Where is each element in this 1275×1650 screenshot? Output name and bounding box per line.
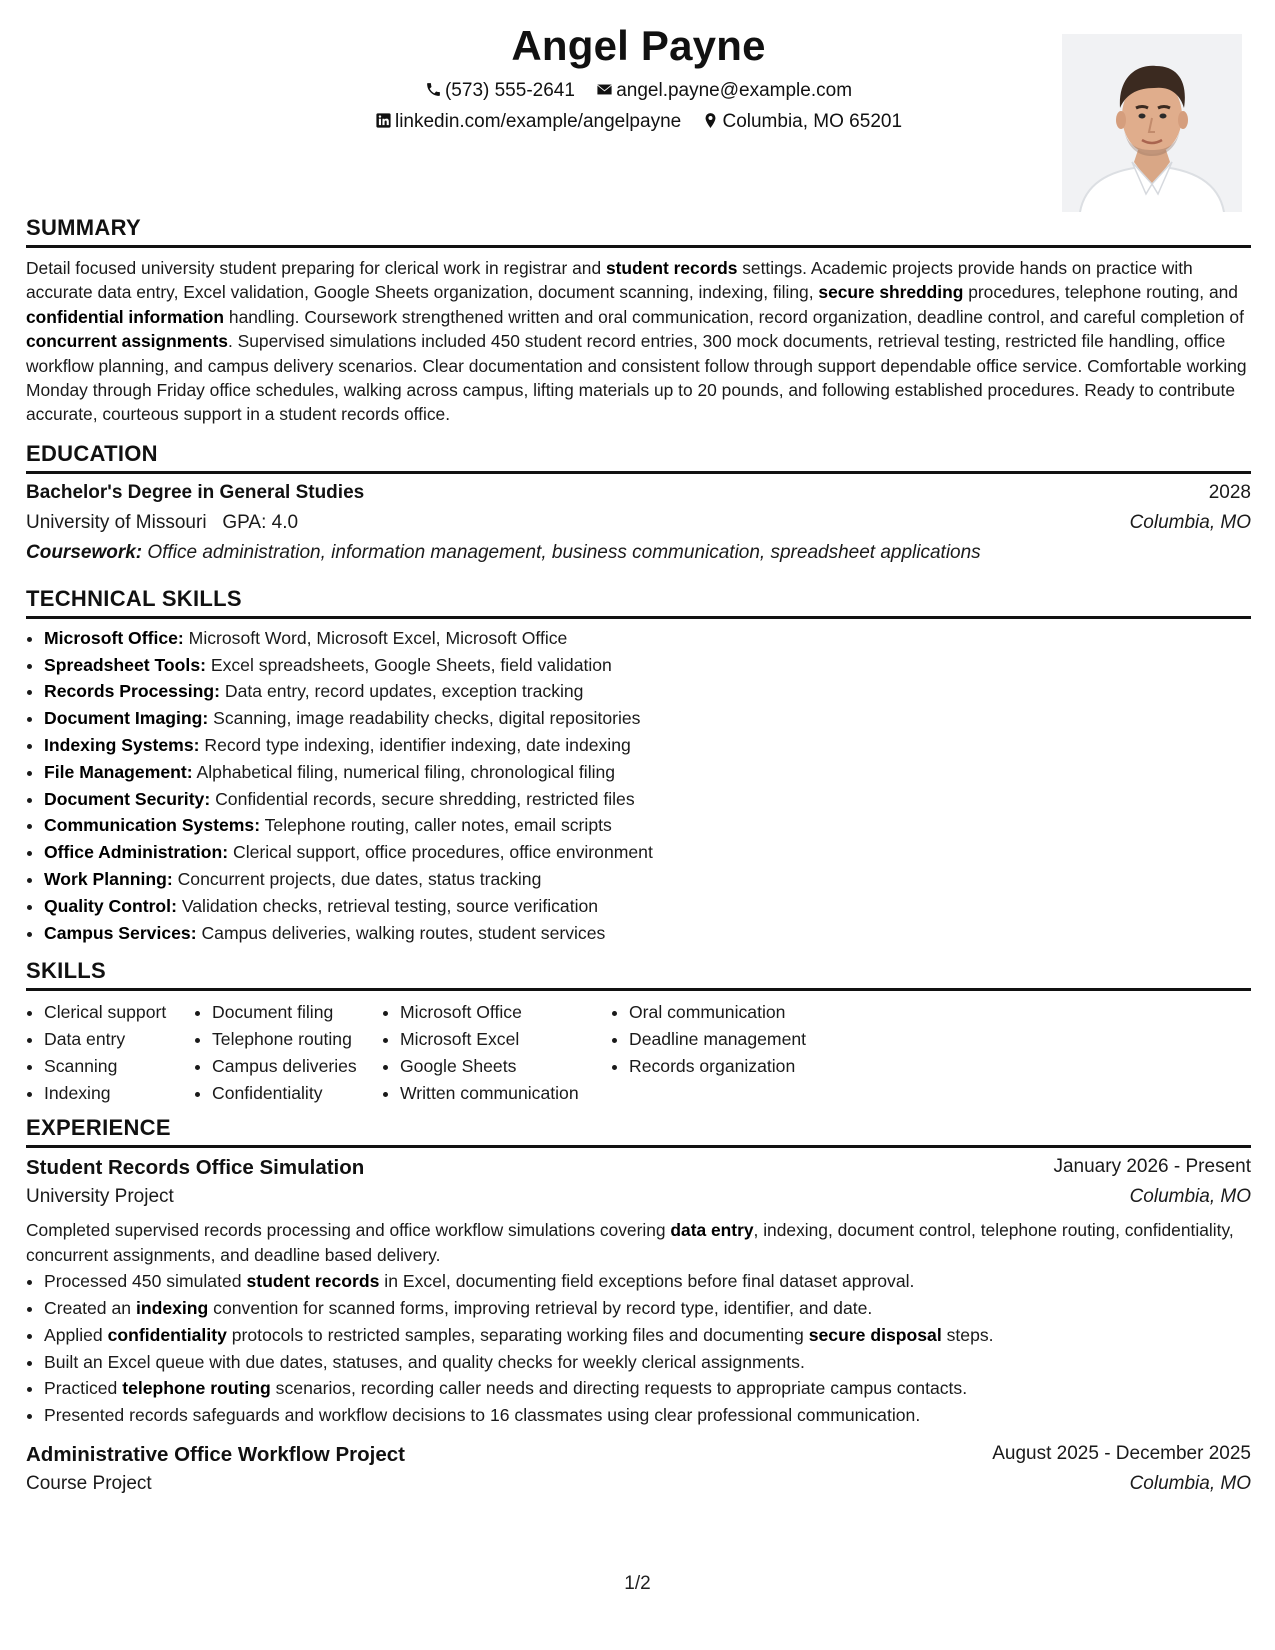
job-title-row: [26, 1443, 1251, 1473]
skill-details: Data entry, record updates, exception tracking: [220, 681, 584, 702]
experience-entry: [26, 1156, 1251, 1429]
school-name: University of Missouri: [26, 511, 207, 533]
page-number: 1/2: [624, 1573, 651, 1594]
job-bullet: [44, 1322, 1251, 1349]
skills-column-list: [194, 999, 357, 1106]
technical-skill-item: [44, 920, 1251, 947]
skill-item: • Oral communication: [629, 999, 806, 1026]
bullet-emphasis: indexing: [135, 1298, 209, 1319]
skill-item: • Telephone routing: [212, 1026, 357, 1053]
technical-skill-item: [44, 812, 1251, 839]
experience-section: [26, 1115, 1251, 1503]
section-divider: [26, 471, 1251, 474]
technical-skill-item: [44, 732, 1251, 759]
portrait-illustration: [1062, 34, 1242, 212]
education-heading: EDUCATION: [26, 440, 158, 466]
linkedin-text: linkedin.com/example/angelpayne: [394, 111, 682, 132]
skill-item: • Microsoft Excel: [400, 1026, 579, 1053]
technical-skills-section: [26, 586, 1251, 947]
job-location: Columbia, MO: [1129, 1186, 1251, 1208]
experience-entries: [26, 1156, 1251, 1503]
skill-category: Indexing Systems:: [44, 735, 200, 756]
job-bullet: [44, 1402, 1251, 1429]
school-location: Columbia, MO: [1129, 511, 1251, 533]
skill-details: Microsoft Word, Microsoft Excel, Microsoft Office: [183, 627, 568, 648]
technical-skill-item: [44, 786, 1251, 813]
job-description: [26, 1218, 1251, 1267]
skill-item: • Written communication: [400, 1080, 579, 1107]
bullet-text: Presented records safeguards and workflow decisions to 16 classmates using clear professional communication.: [44, 1405, 921, 1426]
skill-details: Clerical support, office procedures, office environment: [228, 842, 653, 863]
skill-details: Campus deliveries, walking routes, student services: [196, 922, 606, 943]
technical-skill-item: [44, 705, 1251, 732]
email-contact[interactable]: [596, 80, 852, 102]
email-text: angel.payne@example.com: [616, 80, 853, 101]
skill-item: • Indexing: [44, 1080, 166, 1107]
technical-skills-list: [26, 625, 1251, 947]
skills-grid: [26, 999, 1251, 1107]
bullet-emphasis: student records: [246, 1271, 380, 1292]
job-description-text: Completed supervised records processing and office workflow simulations covering: [26, 1220, 671, 1241]
education-section: [26, 441, 1251, 572]
skill-category: Records Processing:: [44, 681, 220, 702]
skills-column: [611, 999, 806, 1079]
section-divider: [26, 1145, 1251, 1148]
skill-category: Quality Control:: [44, 895, 177, 916]
summary-text: procedures, telephone routing, and: [963, 282, 1238, 303]
resume-page: [26, 0, 1251, 1650]
bullet-text: scenarios, recording caller needs and directing requests to appropriate campus contacts.: [270, 1378, 968, 1399]
summary-emphasis: confidential information: [26, 306, 225, 327]
location-text: Columbia, MO 65201: [722, 111, 903, 132]
skill-details: Scanning, image readability checks, digital repositories: [208, 708, 641, 729]
job-org-row: [26, 1186, 1251, 1216]
bullet-text: in Excel, documenting field exceptions before final dataset approval.: [379, 1271, 915, 1292]
job-org-row: [26, 1473, 1251, 1503]
job-location: Columbia, MO: [1129, 1473, 1251, 1494]
experience-heading: EXPERIENCE: [26, 1115, 171, 1141]
technical-skills-heading: TECHNICAL SKILLS: [26, 585, 242, 611]
skill-category: Communication Systems:: [44, 815, 261, 836]
skill-details: Excel spreadsheets, Google Sheets, field validation: [205, 654, 612, 675]
summary-heading: SUMMARY: [26, 215, 141, 240]
linkedin-contact[interactable]: [375, 111, 681, 133]
section-divider: [26, 988, 1251, 991]
school-row: [26, 512, 1251, 542]
skill-details: Concurrent projects, due dates, status tracking: [172, 869, 542, 890]
location-contact: [702, 111, 902, 133]
skill-details: Confidential records, secure shredding, restricted files: [210, 788, 635, 809]
job-bullet: [44, 1295, 1251, 1322]
skill-category: Microsoft Office:: [44, 627, 184, 648]
job-bullets: [26, 1268, 1251, 1429]
skill-details: Record type indexing, identifier indexing, date indexing: [199, 735, 631, 756]
skills-column: [26, 999, 166, 1106]
coursework-row: [26, 542, 1251, 572]
bullet-text: Built an Excel queue with due dates, statuses, and quality checks for weekly clerical assignments.: [44, 1351, 805, 1372]
experience-entry: [26, 1443, 1251, 1503]
bullet-emphasis: secure disposal: [808, 1324, 942, 1345]
summary-text: [26, 256, 1251, 427]
skill-details: Alphabetical filing, numerical filing, chronological filing: [192, 761, 616, 782]
degree-title: Bachelor's Degree in General Studies: [26, 481, 365, 503]
bullet-emphasis: telephone routing: [122, 1378, 271, 1399]
job-organization: Course Project: [26, 1473, 152, 1494]
summary-emphasis: student records: [605, 258, 738, 278]
job-organization: University Project: [26, 1186, 174, 1208]
summary-section: [26, 215, 1251, 427]
summary-text: Detail focused university student preparing for clerical work in registrar and: [26, 258, 606, 278]
technical-skill-item: [44, 625, 1251, 652]
skill-item: • Campus deliveries: [212, 1053, 357, 1080]
bullet-text: convention for scanned forms, improving retrieval by record type, identifier, and date.: [208, 1298, 873, 1319]
section-divider: [26, 616, 1251, 619]
bullet-text: Practiced: [44, 1378, 123, 1399]
degree-row: [26, 482, 1251, 512]
technical-skill-item: [44, 893, 1251, 920]
graduation-year: 2028: [1208, 481, 1251, 503]
job-title-row: [26, 1156, 1251, 1186]
gpa: GPA: 4.0: [222, 511, 299, 533]
skills-column-list: [26, 999, 166, 1106]
technical-skill-item: [44, 678, 1251, 705]
bullet-text: Applied: [44, 1324, 108, 1345]
skill-category: Document Security:: [44, 788, 211, 809]
job-bullet: [44, 1349, 1251, 1376]
skill-details: Telephone routing, caller notes, email scripts: [260, 815, 612, 836]
job-description-emphasis: data entry: [670, 1220, 754, 1241]
map-pin-icon: [702, 112, 719, 129]
coursework-label: Coursework:: [26, 541, 143, 563]
summary-text: . Supervised simulations included 450 student record entries, 300 mock documents, retrieval testing, restricted file handling, office workflow planning, and campus delivery scenarios. Clear documentation and consistent follow through support dependable office service. Comfortable working Monday through Friday office schedules, walking across campus, lifting materials up to 20 pounds, and following established procedures. Ready to contribute accurate, courteous support in a student records office.: [26, 331, 1247, 425]
summary-text: handling. Coursework strengthened written and oral communication, record organization, deadline control, and careful completion of: [224, 306, 1244, 327]
skills-section: [26, 958, 1251, 1107]
technical-skill-item: [44, 652, 1251, 679]
resume-header: [26, 0, 1251, 215]
bullet-text: protocols to restricted samples, separating working files and documenting: [226, 1324, 809, 1345]
section-divider: [26, 245, 1251, 248]
skills-column-list: [382, 999, 579, 1106]
skill-category: File Management:: [44, 761, 193, 782]
skill-item: • Data entry: [44, 1026, 166, 1053]
job-title: Administrative Office Workflow Project: [26, 1443, 405, 1466]
summary-emphasis: secure shredding: [818, 282, 964, 303]
skills-heading: SKILLS: [26, 958, 107, 984]
phone-icon: [425, 81, 442, 98]
summary-emphasis: concurrent assignments: [26, 331, 228, 352]
skill-item: • Microsoft Office: [400, 999, 579, 1026]
phone-contact: [425, 80, 575, 102]
skill-item: • Deadline management: [629, 1026, 806, 1053]
profile-photo: [1062, 34, 1242, 212]
skills-column: [382, 999, 579, 1106]
bullet-text: Created an: [44, 1298, 136, 1319]
skill-item: • Document filing: [212, 999, 357, 1026]
technical-skill-item: [44, 839, 1251, 866]
coursework-text: Office administration, information management, business communication, spreadsheet applications: [147, 541, 981, 563]
skills-column: [194, 999, 357, 1106]
skill-category: Document Imaging:: [44, 708, 209, 729]
job-bullet: [44, 1268, 1251, 1295]
skills-column-list: [611, 999, 806, 1079]
job-dates: August 2025 - December 2025: [992, 1443, 1251, 1464]
skill-item: • Confidentiality: [212, 1080, 357, 1107]
job-description-text: , indexing, document control, telephone routing, confidentiality, concurrent assignments, and deadline based delivery.: [26, 1220, 1234, 1265]
bullet-emphasis: confidentiality: [107, 1324, 227, 1345]
skill-details: Validation checks, retrieval testing, source verification: [176, 895, 599, 916]
bullet-text: steps.: [941, 1324, 994, 1345]
school-info: [26, 512, 298, 534]
technical-skill-item: [44, 866, 1251, 893]
skill-item: • Google Sheets: [400, 1053, 579, 1080]
coursework: [26, 542, 981, 564]
technical-skill-item: [44, 759, 1251, 786]
skill-item: • Records organization: [629, 1053, 806, 1080]
linkedin-icon: [375, 112, 392, 129]
skill-item: • Clerical support: [44, 999, 166, 1026]
job-bullet: [44, 1375, 1251, 1402]
phone-text: (573) 555-2641: [444, 80, 575, 101]
skill-category: Spreadsheet Tools:: [44, 654, 206, 675]
skill-category: Work Planning:: [44, 869, 173, 890]
job-dates: January 2026 - Present: [1053, 1156, 1251, 1178]
skill-item: • Scanning: [44, 1053, 166, 1080]
bullet-text: Processed 450 simulated: [44, 1271, 247, 1292]
summary-text: settings. Academic projects provide hands on practice with accurate data entry, Excel validation, Google Sheets organization, document scanning, indexing, filing,: [26, 258, 1193, 303]
skill-category: Campus Services:: [44, 922, 197, 943]
envelope-icon: [596, 81, 613, 98]
candidate-name: Angel Payne: [511, 22, 766, 69]
skill-category: Office Administration:: [44, 842, 229, 863]
job-title: Student Records Office Simulation: [26, 1156, 365, 1180]
